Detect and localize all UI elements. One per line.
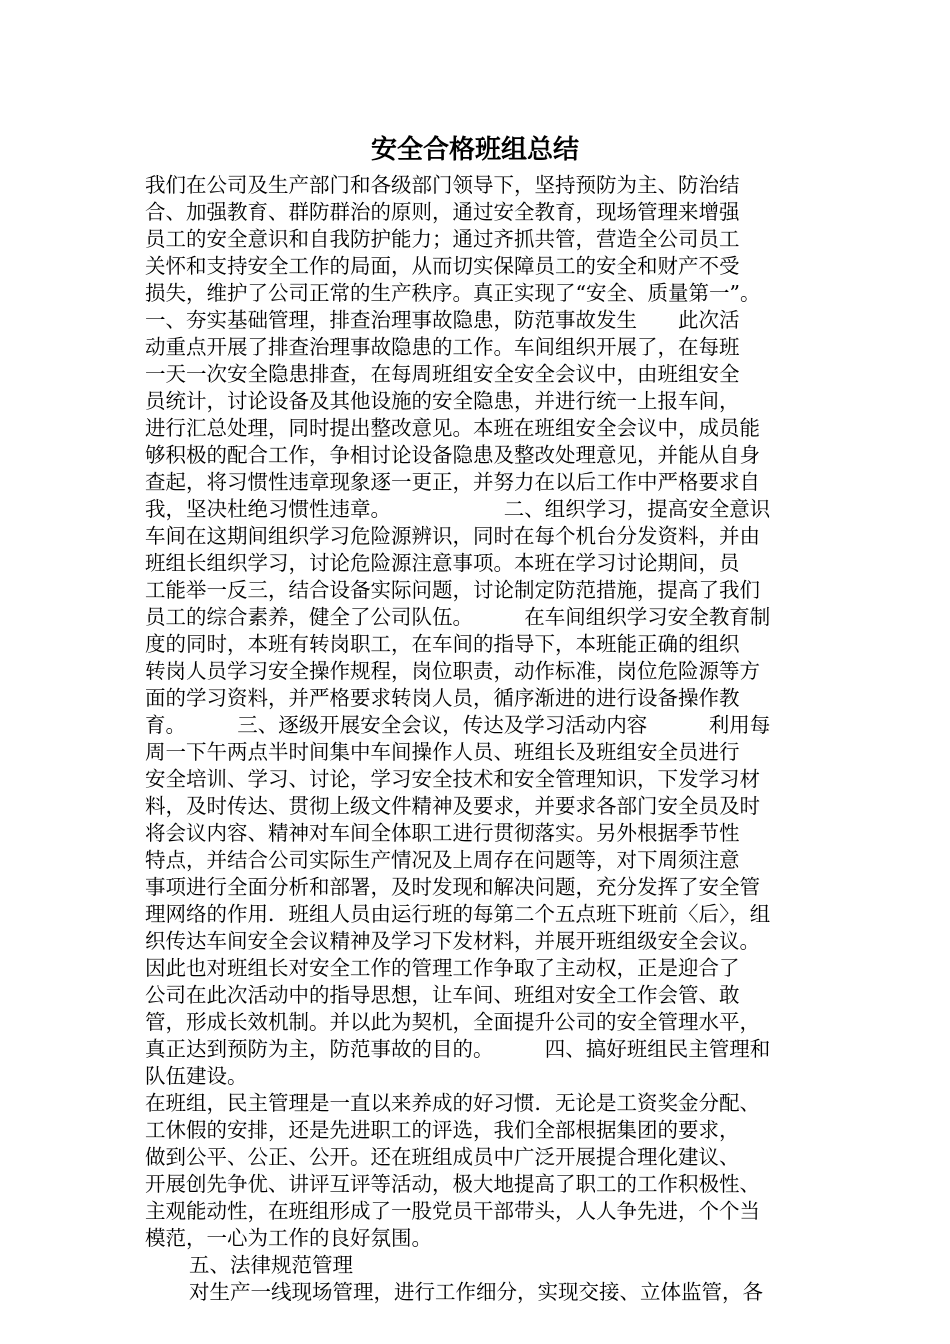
text-line: 面的学习资料，并严格要求转岗人员，循序渐进的进行设备操作教 bbox=[145, 686, 740, 710]
text-line: 将会议内容、精神对车间全体职工进行贯彻落实。另外根据季节性 bbox=[145, 821, 740, 845]
text-line: 工能举一反三，结合设备实际问题，讨论制定防范措施，提高了我们 bbox=[145, 578, 760, 602]
section-heading-4: 真正达到预防为主，防范事故的目的。 四、搞好班组民主管理和 bbox=[145, 1037, 771, 1061]
text-line: 进行汇总处理，同时提出整改意见。本班在班组安全会议中，成员能 bbox=[145, 416, 760, 440]
text-line: 车间在这期间组织学习危险源辨识，同时在每个机台分发资料，并由 bbox=[145, 524, 760, 548]
text-line: 安全培训、学习、讨论，学习安全技术和安全管理知识，下发学习材 bbox=[145, 767, 760, 791]
text-line: 理网络的作用．班组人员由运行班的每第二个五点班下班前〈后〉，组 bbox=[145, 902, 771, 926]
text-line: 料，及时传达、贯彻上级文件精神及要求，并要求各部门安全员及时 bbox=[145, 794, 760, 818]
text-line: 员工的综合素养，健全了公司队伍。 在车间组织学习安全教育制 bbox=[145, 605, 771, 629]
text-line: 织传达车间安全会议精神及学习下发材料，并展开班组级安全会议。 bbox=[145, 929, 760, 953]
text-line: 损失，维护了公司正常的生产秩序。真正实现了“安全、质量第一”。 bbox=[145, 281, 761, 305]
text-line: 班组长组织学习，讨论危险源注意事项。本班在学习讨论期间，员 bbox=[145, 551, 740, 575]
text-line: 做到公平、公正、公开。还在班组成员中广泛开展提合理化建议、 bbox=[145, 1145, 740, 1169]
section-heading-3: 育。 三、逐级开展安全会议，传达及学习活动内容 利用每 bbox=[145, 713, 771, 737]
document-title: 安全合格班组总结 bbox=[370, 135, 579, 165]
text-line: 我们在公司及生产部门和各级部门领导下，坚持预防为主、防治结 bbox=[145, 173, 740, 197]
text-line: 因此也对班组长对安全工作的管理工作争取了主动权，正是迎合了 bbox=[145, 956, 740, 980]
text-line: 查起，将习惯性违章现象逐一更正，并努力在以后工作中严格要求自 bbox=[145, 470, 760, 494]
text-line: 关怀和支持安全工作的局面，从而切实保障员工的安全和财产不受 bbox=[145, 254, 740, 278]
text-line: 员统计，讨论设备及其他设施的安全隐患，并进行统一上报车间， bbox=[145, 389, 740, 413]
text-line: 够积极的配合工作，争相讨论设备隐患及整改处理意见，并能从自身 bbox=[145, 443, 760, 467]
text-line: 工休假的安排，还是先进职工的评选，我们全部根据集团的要求， bbox=[145, 1118, 740, 1142]
document-body bbox=[145, 172, 815, 1306]
text-line: 合、加强教育、群防群治的原则，通过安全教育，现场管理来增强 bbox=[145, 200, 740, 224]
text-line: 模范，一心为工作的良好氛围。 bbox=[145, 1226, 432, 1250]
text-line: 员工的安全意识和自我防护能力；通过齐抓共管，营造全公司员工 bbox=[145, 227, 740, 251]
text-line: 特点，并结合公司实际生产情况及上周存在问题等，对下周须注意 bbox=[145, 848, 740, 872]
text-line: 一天一次安全隐患排查，在每周班组安全安全会议中，由班组安全 bbox=[145, 362, 740, 386]
text-line: 在班组，民主管理是一直以来养成的好习惯．无论是工资奖金分配、 bbox=[145, 1091, 760, 1115]
text-line: 公司在此次活动中的指导思想，让车间、班组对安全工作会管、敢 bbox=[145, 983, 740, 1007]
section-heading-5: 五、法律规范管理 bbox=[189, 1253, 353, 1277]
section-heading-1: 一、夯实基础管理，排查治理事故隐患，防范事故发生 此次活 bbox=[145, 308, 740, 332]
text-line: 转岗人员学习安全操作规程，岗位职责，动作标准，岗位危险源等方 bbox=[145, 659, 760, 683]
text-line: 开展创先争优、讲评互评等活动，极大地提高了职工的工作积极性、 bbox=[145, 1172, 760, 1196]
text-line: 队伍建设。 bbox=[145, 1064, 248, 1088]
section-heading-2: 我，坚决杜绝习惯性违章。 二、组织学习，提高安全意识 bbox=[145, 497, 771, 521]
text-line: 对生产一线现场管理，进行工作细分，实现交接、立体监管，各 bbox=[189, 1280, 763, 1304]
text-line: 事项进行全面分析和部署，及时发现和解决问题，充分发挥了安全管 bbox=[145, 875, 760, 899]
text-line: 动重点开展了排查治理事故隐患的工作。车间组织开展了，在每班 bbox=[145, 335, 740, 359]
text-line: 度的同时，本班有转岗职工，在车间的指导下，本班能正确的组织 bbox=[145, 632, 740, 656]
text-line: 管，形成长效机制。并以此为契机，全面提升公司的安全管理水平， bbox=[145, 1010, 760, 1034]
text-line: 主观能动性，在班组形成了一股党员干部带头，人人争先进，个个当 bbox=[145, 1199, 760, 1223]
text-line: 周一下午两点半时间集中车间操作人员、班组长及班组安全员进行 bbox=[145, 740, 740, 764]
